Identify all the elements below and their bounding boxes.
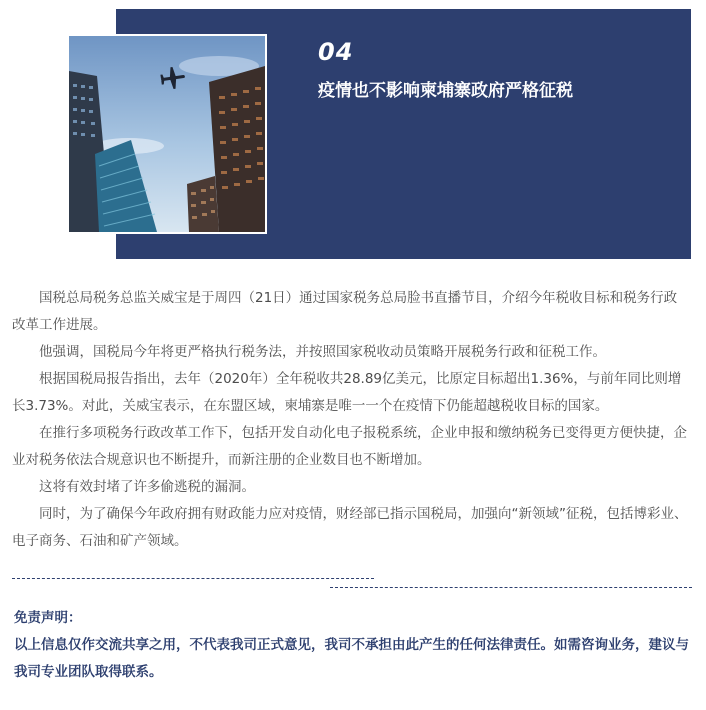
article-paragraph: 根据国税局报告指出，去年（2020年）全年税收共28.89亿美元，比原定目标超出1.36%，与前年同比则增长3.73%。对此，关威宝表示，在东盟区域，柬埔寨是唯一一个在疫情下仍能超越税收目标的国家。 [12,371,682,414]
divider [12,578,374,579]
skyscraper-illustration [69,36,265,232]
section-number: 04 [318,38,354,66]
skyscraper-photo [67,34,267,234]
article-paragraph: 这将有效封堵了许多偷逃税的漏洞。 [39,479,255,495]
disclaimer-title: 免责声明： [14,610,82,626]
section-title: 疫情也不影响柬埔寨政府严格征税 [318,81,573,101]
article-body [12,285,688,555]
divider [330,587,692,588]
disclaimer-body: 以上信息仅作交流共享之用，不代表我司正式意见，我司不承担由此产生的任何法律责任。如需咨询业务，建议与我司专业团队取得联系。 [14,637,689,680]
article-paragraph: 在推行多项税务行政改革工作下，包括开发自动化电子报税系统，企业申报和缴纳税务已变得更方便快捷，企业对税务依法合规意识也不断提升，而新注册的企业数目也不断增加。 [12,425,687,468]
article-paragraph: 他强调，国税局今年将更严格执行税务法，并按照国家税收动员策略开展税务行政和征税工作。 [39,344,606,360]
article-paragraph: 同时，为了确保今年政府拥有财政能力应对疫情，财经部已指示国税局，加强向“新领域”征税，包括博彩业、电子商务、石油和矿产领域。 [12,506,688,549]
article-paragraph: 国税总局税务总监关威宝是于周四（21日）通过国家税务总局脸书直播节目，介绍今年税收目标和税务行政改革工作进展。 [12,290,678,333]
